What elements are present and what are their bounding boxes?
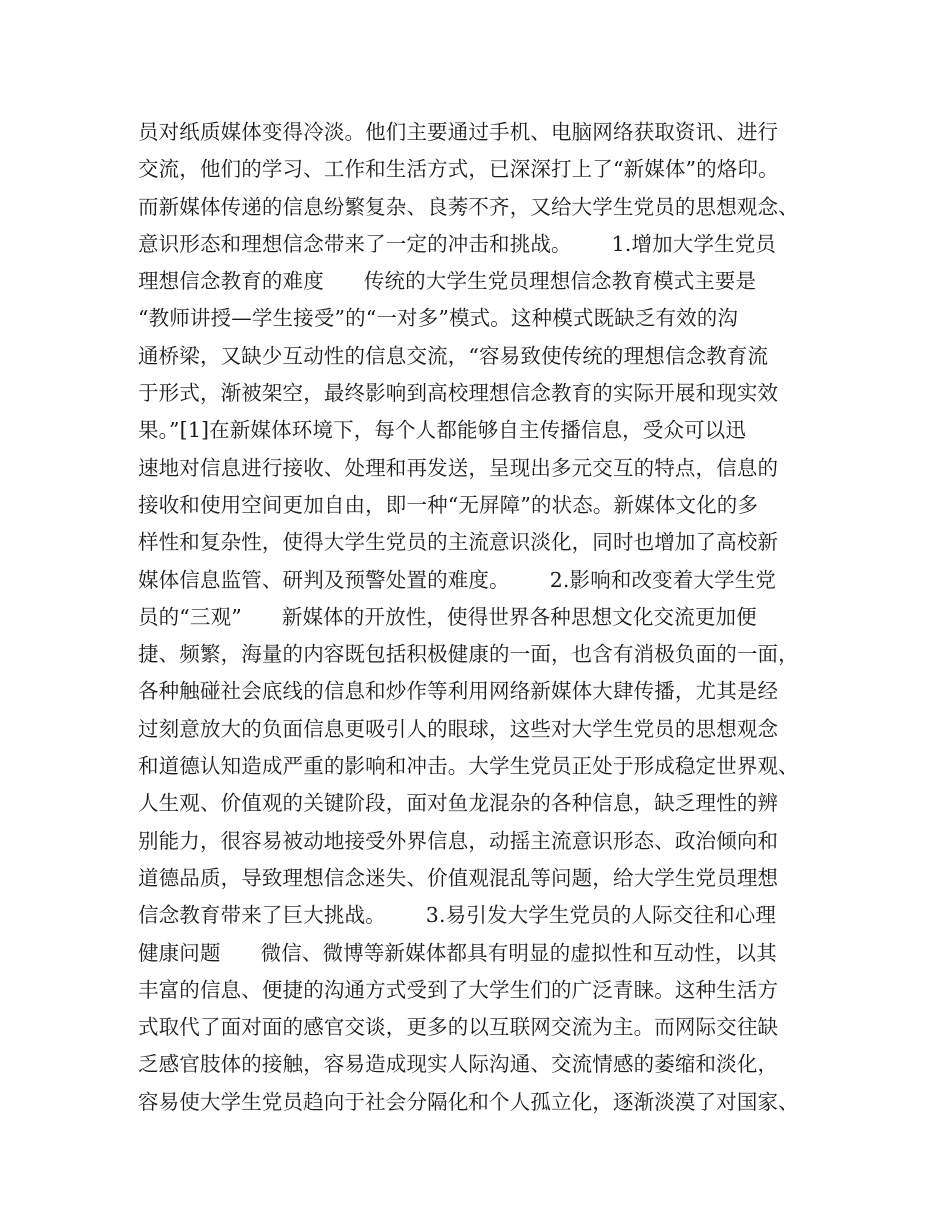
text-line: 员对纸质媒体变得冷淡。他们主要通过手机、电脑网络获取资讯、进行 [138, 120, 779, 144]
text-line: 乏感官肢体的接触，容易造成现实人际沟通、交流情感的萎缩和淡化， [138, 1052, 779, 1077]
text-line: “教师讲授—学生接受”的“一对多”模式。这种模式既缺乏有效的沟 [138, 306, 739, 331]
text-line: 信念教育带来了巨大挑战。 3.易引发大学生党员的人际交往和心理 [138, 903, 777, 928]
text-line: 理想信念教育的难度 传统的大学生党员理想信念教育模式主要是 [138, 269, 757, 294]
text-line: 而新媒体传递的信息纷繁复杂、良莠不齐，又给大学生党员的思想观念、 [138, 194, 799, 219]
text-line: 交流，他们的学习、工作和生活方式，已深深打上了“新媒体”的烙印。 [138, 157, 779, 182]
text-line: 接收和使用空间更加自由，即一种“无屏障”的状态。新媒体文化的多 [138, 492, 759, 517]
text-line: 速地对信息进行接收、处理和再发送，呈现出多元交互的特点，信息的 [138, 455, 779, 480]
text-line: 各种触碰社会底线的信息和炒作等利用网络新媒体大肆传播，尤其是经 [138, 679, 779, 704]
text-line: 员的“三观” 新媒体的开放性，使得世界各种思想文化交流更加便 [138, 604, 757, 629]
text-line: 样性和复杂性，使得大学生党员的主流意识淡化，同时也增加了高校新 [138, 530, 779, 555]
text-line: 意识形态和理想信念带来了一定的冲击和挑战。 1.增加大学生党员 [138, 231, 777, 256]
text-line: 通桥梁，又缺少互动性的信息交流，“容易致使传统的理想信念教育流 [138, 343, 769, 368]
text-line: 和道德认知造成严重的影响和冲击。大学生党员正处于形成稳定世界观、 [138, 754, 799, 779]
text-line: 式取代了面对面的感官交谈，更多的以互联网交流为主。而网际交往缺 [138, 1015, 779, 1040]
text-line: 媒体信息监管、研判及预警处置的难度。 2.影响和改变着大学生党 [138, 567, 777, 592]
text-line: 过刻意放大的负面信息更吸引人的眼球，这些对大学生党员的思想观念 [138, 716, 779, 741]
text-line: 道德品质，导致理想信念迷失、价值观混乱等问题，给大学生党员理想 [138, 865, 779, 890]
text-line: 别能力，很容易被动地接受外界信息，动摇主流意识形态、政治倾向和 [138, 828, 779, 853]
text-line: 健康问题 微信、微博等新媒体都具有明显的虚拟性和互动性，以其 [138, 940, 777, 965]
text-line: 果。”[1]在新媒体环境下，每个人都能够自主传播信息，受众可以迅 [138, 418, 747, 443]
text-line: 丰富的信息、便捷的沟通方式受到了大学生们的广泛青睐。这种生活方 [138, 977, 779, 1002]
text-line: 人生观、价值观的关键阶段，面对鱼龙混杂的各种信息，缺乏理性的辨 [138, 791, 779, 816]
body-text [138, 114, 838, 1121]
text-line: 于形式，渐被架空，最终影响到高校理想信念教育的实际开展和现实效 [138, 381, 779, 406]
text-line: 容易使大学生党员趋向于社会分隔化和个人孤立化，逐渐淡漠了对国家、 [138, 1089, 799, 1114]
text-line: 捷、频繁，海量的内容既包括积极健康的一面，也含有消极负面的一面， [138, 642, 799, 667]
